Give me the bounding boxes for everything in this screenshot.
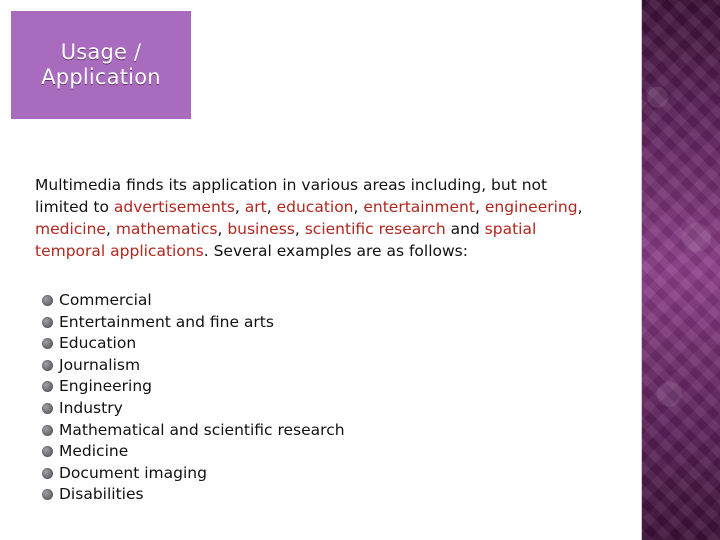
intro-text: , (353, 198, 364, 216)
list-item-label: Education (59, 334, 137, 353)
intro-text: Multimedia finds its application in various areas including, but not limited to (35, 176, 548, 216)
list-item-label: Mathematical and scientific research (59, 420, 345, 439)
list-item (42, 290, 462, 312)
list-item (42, 463, 462, 485)
disc-bullet-icon (42, 338, 53, 349)
intro-text: , (105, 220, 116, 238)
intro-text: , (266, 198, 277, 216)
list-item (42, 376, 462, 398)
highlighted-term: entertainment (363, 198, 475, 216)
intro-text: and (445, 220, 485, 238)
intro-text: , (217, 220, 228, 238)
list-item-label: Entertainment and fine arts (59, 312, 274, 331)
highlighted-term: spatial temporal applications (35, 220, 537, 260)
highlighted-term: mathematics (115, 220, 218, 238)
disc-bullet-icon (42, 468, 53, 479)
list-item (42, 484, 462, 506)
list-item-label: Disabilities (59, 485, 144, 504)
list-item-label: Document imaging (59, 463, 207, 482)
list-item (42, 355, 462, 377)
disc-bullet-icon (42, 403, 53, 414)
list-item (42, 420, 462, 442)
list-item (42, 312, 462, 334)
application-list (42, 290, 462, 506)
intro-text: , (294, 220, 305, 238)
highlighted-term: advertisements (113, 198, 235, 216)
slide-title: Usage / Application (41, 40, 161, 89)
disc-bullet-icon (42, 446, 53, 457)
list-item-label: Medicine (59, 442, 129, 461)
intro-paragraph (35, 174, 605, 262)
intro-text: , (577, 198, 583, 216)
list-item-label: Industry (59, 398, 123, 417)
highlighted-term: art (244, 198, 267, 216)
title-box (11, 11, 191, 119)
disc-bullet-icon (42, 317, 53, 328)
highlighted-term: scientific research (304, 220, 446, 238)
list-item (42, 333, 462, 355)
list-item-label: Commercial (59, 291, 152, 309)
highlighted-term: business (227, 220, 295, 238)
highlighted-term: education (276, 198, 354, 216)
disc-bullet-icon (42, 360, 53, 371)
disc-bullet-icon (42, 489, 53, 500)
intro-text: , (474, 198, 485, 216)
disc-bullet-icon (42, 295, 53, 306)
intro-text: , (234, 198, 245, 216)
list-item-label: Engineering (59, 377, 152, 396)
highlighted-term: medicine (35, 220, 106, 238)
disc-bullet-icon (42, 381, 53, 392)
list-item (42, 441, 462, 463)
intro-text: . Several examples are as follows: (203, 242, 468, 260)
decorative-side-panel (641, 0, 720, 540)
list-item-label: Journalism (59, 355, 141, 374)
highlighted-term: engineering (484, 198, 578, 216)
disc-bullet-icon (42, 425, 53, 436)
list-item (42, 398, 462, 420)
